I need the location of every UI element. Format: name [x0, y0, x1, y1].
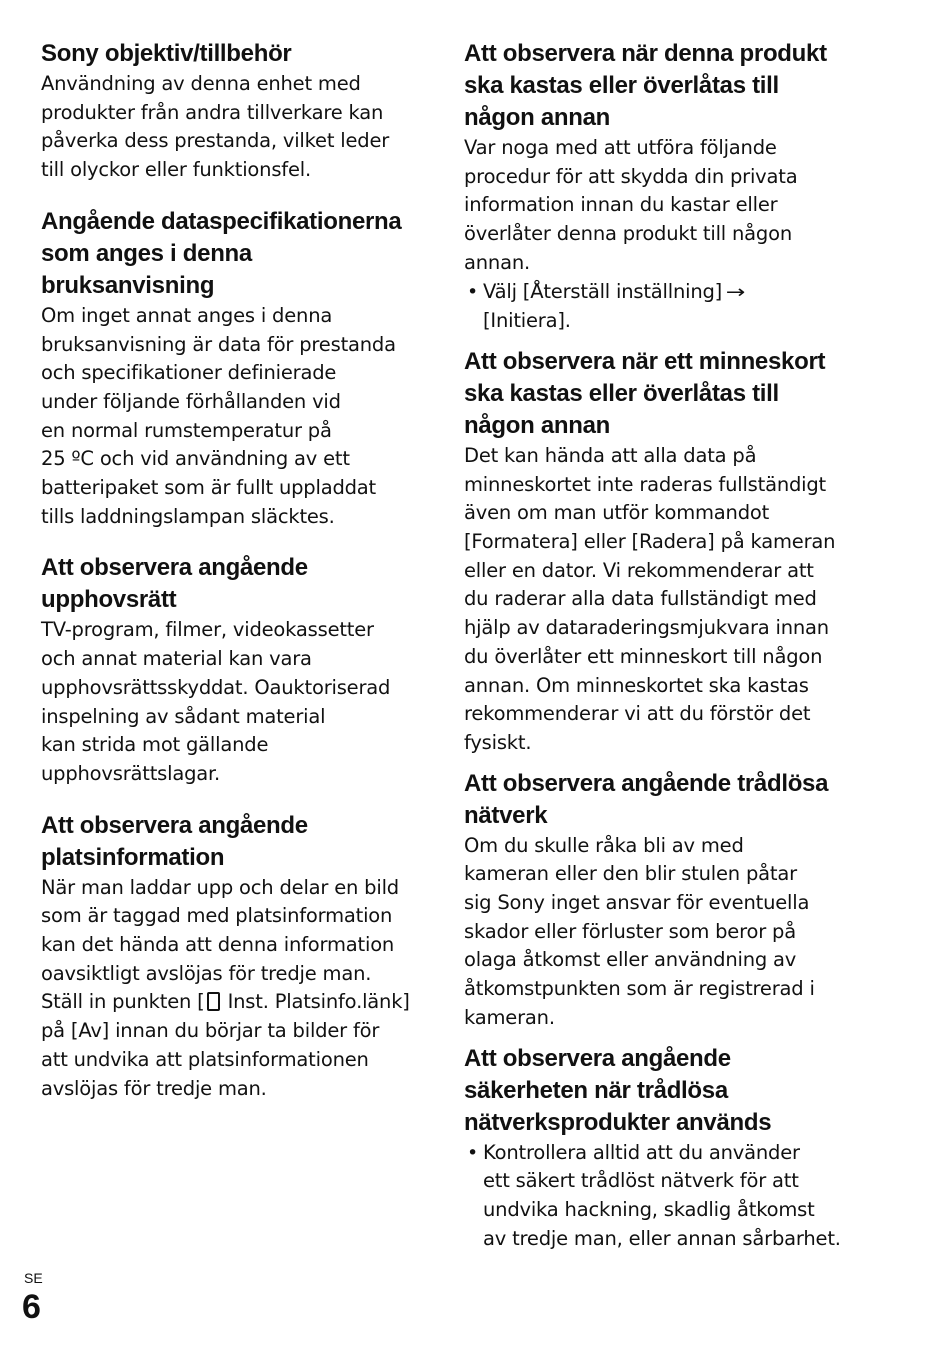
section-heading: Att observera när ett minneskort ska kastas eller överlåtas till någon annan — [464, 347, 826, 439]
section-body: Om inget annat anges i denna bruksanvisning är data för prestanda och specifikationer definierade under följande förhållanden vid en normal rumstemperatur på 25 ºC och vid användning av ett batteripaket som är fullt uppladdat tills laddningslampan släcktes. — [41, 303, 396, 528]
section-body: När man laddar upp och delar en bild som är taggad med platsinformation kan det hända att denna information oavsiktligt avslöjas för tredje man. Ställ in punkten [ Inst. Platsinfo.länk] på [Av] innan du börjar ta bilder för att undvika att platsinformationen avslöjas för tredje man. — [41, 875, 410, 1100]
section-wireless-networks — [464, 768, 856, 1033]
section-body: Det kan hända att alla data på minneskortet inte raderas fullständigt även om man utför kommandot [Formatera] eller [Radera] på kameran eller en dator. Vi rekommenderar att du raderar alla data fullständigt med hjälp av dataraderingsmjukvara innan du överlåter ett minneskort till någon annan. Om minneskortet ska kastas rekommenderar vi att du förstör det fysiskt. — [464, 443, 836, 754]
language-code: SE — [24, 1270, 43, 1286]
section-body: Var noga med att utföra följande procedur för att skydda din privata information innan du kastar eller överlåter denna produkt till någon annan. — [464, 136, 798, 274]
arrow-right-icon: → — [725, 281, 746, 303]
right-column — [464, 38, 856, 1263]
bullet-item: • Kontrollera alltid att du använder ett säkert trådlöst nätverk för att undvika hackning, skadlig åtkomst av tredje man, eller annan sårbarhet. — [467, 1140, 841, 1250]
section-data-specifications — [41, 206, 426, 532]
section-heading: Att observera angående upphovsrätt — [41, 554, 308, 614]
section-wireless-security — [464, 1043, 856, 1254]
section-body: Om du skulle råka bli av med kameran eller den blir stulen påtar sig Sony inget ansvar för eventuella skador eller förluster som beror på olaga åtkomst eller användning av åtkomstpunkten som är registrerad i kameran. — [464, 833, 815, 1029]
section-heading: Att observera när denna produkt ska kastas eller överlåtas till någon annan — [464, 40, 827, 131]
section-location-info — [41, 810, 426, 1104]
section-heading: Att observera angående säkerheten när trådlösa nätverksprodukter används — [464, 1044, 772, 1136]
left-column — [41, 38, 426, 1124]
section-body: TV-program, filmer, videokassetter och annat material kan vara upphovsrättsskyddat. Oauktoriserad inspelning av sådant material kan strida mot gällande upphovsrättslagar. — [41, 618, 391, 785]
smartphone-icon — [207, 992, 220, 1011]
section-heading: Att observera angående platsinformation — [41, 811, 308, 871]
section-sony-accessories — [41, 38, 426, 185]
section-body: Användning av denna enhet med produkter från andra tillverkare kan påverka dess prestanda, vilket leder till olyckor eller funktionsfel. — [41, 72, 390, 182]
bullet-dot-icon: • — [467, 1141, 479, 1164]
bullet-item: • Välj [Återställ inställning] → [Initiera]. — [467, 279, 746, 333]
page-number: 6 — [22, 1288, 41, 1326]
section-heading: Sony objektiv/tillbehör — [41, 40, 292, 67]
section-copyright — [41, 552, 426, 788]
bullet-dot-icon: • — [467, 280, 479, 303]
section-heading: Angående dataspecifikationerna som anges i denna bruksanvisning — [41, 207, 402, 299]
section-heading: Att observera angående trådlösa nätverk — [464, 769, 829, 829]
section-memory-card-disposal — [464, 346, 856, 758]
section-product-disposal — [464, 38, 856, 336]
